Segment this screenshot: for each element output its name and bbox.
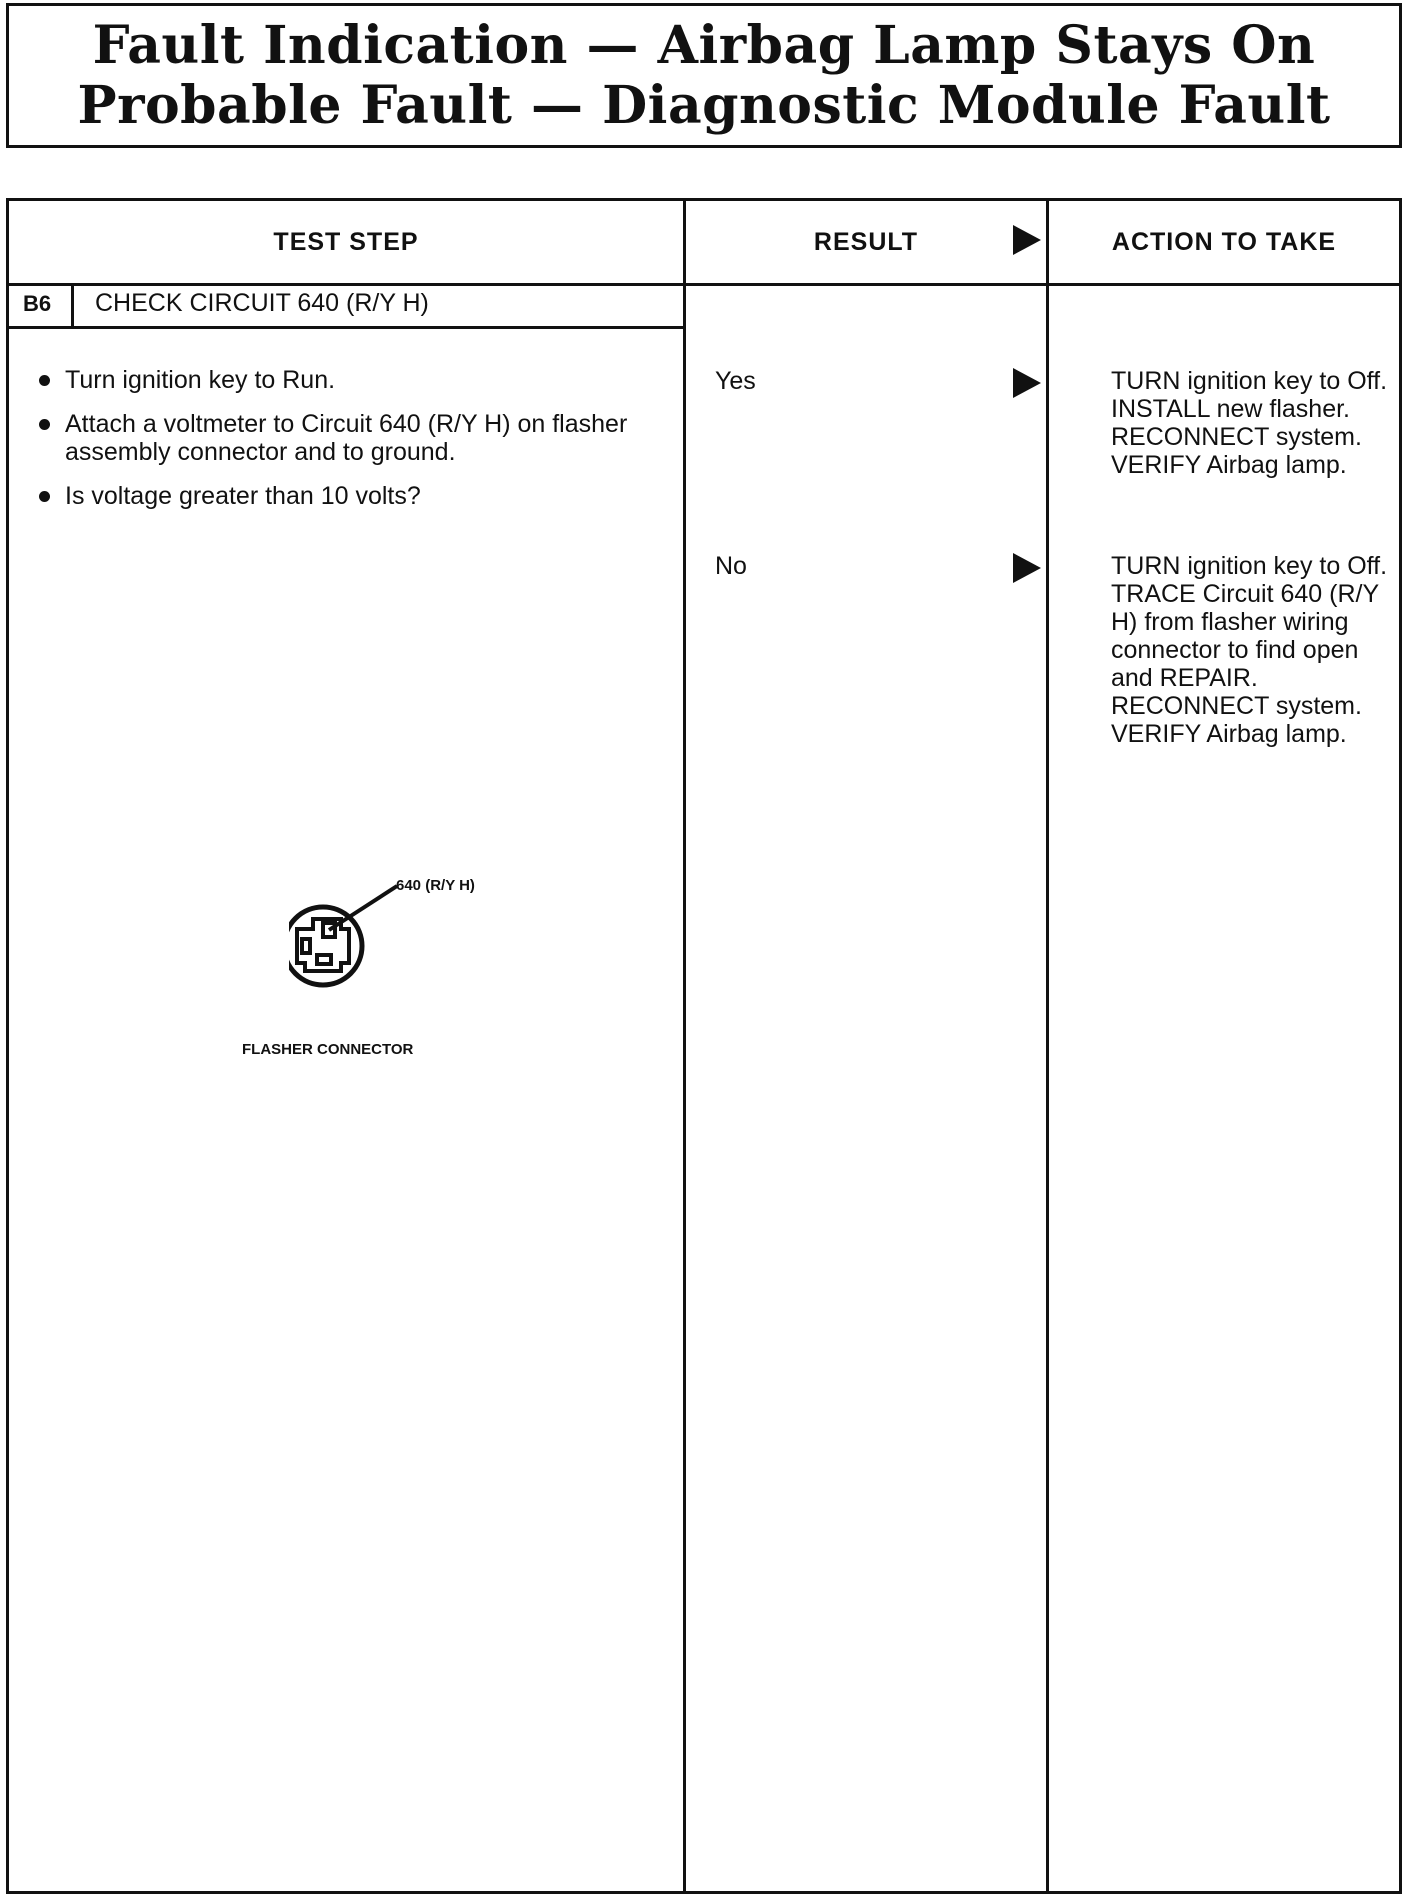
arrow-icon [1013, 225, 1041, 255]
result-yes: Yes [715, 367, 756, 395]
step-title: CHECK CIRCUIT 640 (R/Y H) [95, 289, 429, 317]
bullet-icon [39, 375, 50, 386]
header-action: ACTION TO TAKE [1111, 227, 1337, 256]
diagnostic-table [6, 198, 1402, 1894]
arrow-icon [1013, 553, 1041, 583]
step-id-divider [71, 286, 74, 326]
connector-pin [302, 939, 310, 953]
wire-label: 640 (R/Y H) [396, 877, 475, 894]
header-test-step: TEST STEP [273, 227, 419, 256]
arrow-icon [1013, 368, 1041, 398]
test-step-list [35, 366, 675, 526]
list-item: Attach a voltmeter to Circuit 640 (R/Y H) on flasher assembly connector and to ground. [35, 410, 675, 466]
step-id: B6 [23, 291, 52, 316]
connector-pin [317, 955, 331, 964]
list-item: Turn ignition key to Run. [35, 366, 675, 394]
step-title-divider [9, 326, 683, 329]
action-yes: TURN ignition key to Off. INSTALL new flasher. RECONNECT system. VERIFY Airbag lamp. [1111, 367, 1388, 479]
title-line-1: Fault Indication — Airbag Lamp Stays On [92, 14, 1316, 76]
title-box [6, 3, 1402, 148]
action-no: TURN ignition key to Off. TRACE Circuit 640 (R/Y H) from flasher wiring connector to find open and REPAIR. RECONNECT system. VERIFY Airbag lamp. [1111, 552, 1388, 748]
column-divider-1 [683, 201, 686, 1891]
result-no: No [715, 552, 747, 580]
list-item: Is voltage greater than 10 volts? [35, 482, 675, 510]
bullet-icon [39, 419, 50, 430]
column-divider-2 [1046, 201, 1049, 1891]
flasher-connector-diagram [289, 851, 489, 1011]
bullet-icon [39, 491, 50, 502]
diagram-caption: FLASHER CONNECTOR [242, 1041, 414, 1058]
header-divider [9, 283, 1399, 286]
header-result: RESULT [813, 227, 919, 256]
title-line-2: Probable Fault — Diagnostic Module Fault [77, 74, 1331, 136]
